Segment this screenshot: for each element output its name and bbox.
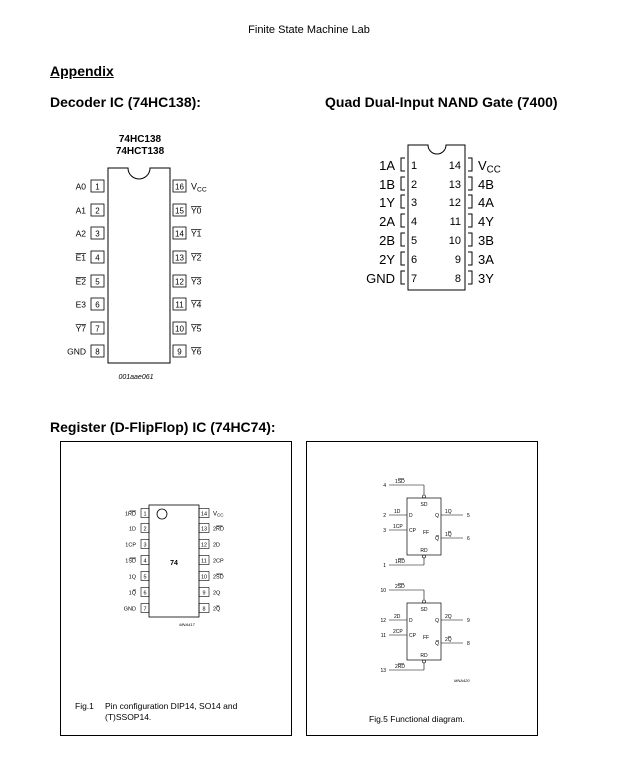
ff-pin-label: 2RD bbox=[213, 526, 225, 533]
rd-pin-number: 1 bbox=[383, 563, 386, 569]
nand-pin-lead bbox=[401, 252, 405, 265]
rd-bubble bbox=[423, 660, 426, 663]
decoder-pin-label: Y4 bbox=[191, 299, 202, 310]
q-label: 1Q bbox=[445, 509, 452, 515]
sd-pin-number: 10 bbox=[380, 588, 386, 594]
d-label: 2D bbox=[394, 614, 401, 620]
ff-pin-label: 2Q bbox=[213, 590, 221, 597]
fig1-caption-line1: Pin configuration DIP14, SO14 and bbox=[105, 701, 238, 711]
nand-pin-label: GND bbox=[366, 271, 395, 286]
ff-pin-number: 6 bbox=[143, 590, 147, 597]
decoder-pin-label: A2 bbox=[75, 228, 86, 239]
sd-pin-number: 4 bbox=[383, 483, 386, 489]
ff-pin-number: 7 bbox=[143, 606, 147, 613]
qn-label: 2Q bbox=[445, 637, 452, 643]
decoder-pin-label: Y7 bbox=[75, 323, 86, 334]
page-header: Finite State Machine Lab bbox=[248, 24, 370, 36]
nand-pin-number: 9 bbox=[454, 254, 461, 266]
nand-pin-lead bbox=[401, 195, 405, 208]
nand-pin-label: 1B bbox=[379, 177, 395, 192]
nand-pin-lead bbox=[401, 233, 405, 246]
nand-pin-number: 3 bbox=[411, 197, 418, 209]
nand-pin-lead bbox=[401, 214, 405, 227]
nand-pin-number: 1 bbox=[411, 160, 418, 172]
nand-pin-label: 2Y bbox=[379, 252, 395, 267]
ff-pinout-diagram bbox=[61, 442, 291, 735]
appendix-heading: Appendix bbox=[50, 63, 114, 79]
decoder-pin-number: 6 bbox=[95, 300, 100, 310]
ff-pin-number: 9 bbox=[202, 590, 206, 597]
decoder-pin-number: 1 bbox=[95, 182, 100, 192]
nand-pin-lead bbox=[468, 214, 472, 227]
decoder-pin-label: Y6 bbox=[191, 346, 202, 357]
nand-pin-number: 8 bbox=[454, 273, 461, 285]
decoder-pin-number: 10 bbox=[175, 324, 184, 334]
nand-pin-label: 4A bbox=[478, 195, 494, 210]
nand-pin-lead bbox=[468, 271, 472, 284]
ff-pin-label: 1Q bbox=[128, 574, 136, 581]
ff-pin-number: 5 bbox=[143, 574, 147, 581]
qn-pin-number: 6 bbox=[467, 536, 470, 542]
ff-pin-number: 14 bbox=[200, 511, 208, 518]
ff-cp-text: CP bbox=[409, 528, 416, 534]
nand-pin-label: 4Y bbox=[478, 214, 494, 229]
decoder-pin-number: 13 bbox=[175, 253, 184, 263]
qn-pin-number: 8 bbox=[467, 641, 470, 647]
nand-pin-number: 13 bbox=[448, 179, 461, 191]
ff-pin-number: 11 bbox=[201, 558, 207, 565]
ff-pin-label: 2CP bbox=[213, 558, 224, 565]
nand-pin-label: 2B bbox=[379, 233, 395, 248]
q-pin-number: 5 bbox=[467, 513, 470, 519]
nand-pin-number: 14 bbox=[448, 160, 461, 172]
rd-bubble bbox=[423, 555, 426, 558]
decoder-pin-number: 12 bbox=[175, 277, 184, 287]
nand-pin-lead bbox=[401, 271, 405, 284]
nand-pin-number: 4 bbox=[411, 216, 418, 228]
nand-pin-label: 4B bbox=[478, 177, 494, 192]
nand-pin-lead bbox=[468, 252, 472, 265]
decoder-pin-label: A1 bbox=[75, 205, 86, 216]
ff-pin-number: 1 bbox=[143, 511, 147, 518]
ff-text: FF bbox=[422, 530, 430, 536]
nand-pin-label: 1A bbox=[379, 158, 395, 173]
decoder-title-2: 74HCT138 bbox=[115, 146, 165, 157]
ff-cp-text: CP bbox=[409, 633, 416, 639]
decoder-pin-number: 8 bbox=[95, 347, 100, 357]
nand-pin-number: 5 bbox=[411, 235, 418, 247]
decoder-pin-number: 5 bbox=[95, 277, 100, 287]
nand-pin-lead bbox=[401, 158, 405, 171]
nand-pin-label: 3Y bbox=[478, 271, 494, 286]
decoder-pin-number: 2 bbox=[95, 206, 100, 216]
nand-pin-number: 2 bbox=[411, 179, 418, 191]
ff-pin-label: 1SD bbox=[125, 558, 136, 565]
rd-label: 2RD bbox=[395, 664, 406, 670]
decoder-heading: Decoder IC (74HC138): bbox=[50, 94, 201, 110]
ff-pin-number: 12 bbox=[200, 542, 208, 549]
nand-pin-lead bbox=[401, 177, 405, 190]
d-label: 1D bbox=[394, 509, 401, 515]
ff-pin-number: 4 bbox=[143, 558, 147, 565]
cp-pin-number: 11 bbox=[380, 633, 386, 639]
ff-sd-text: SD bbox=[420, 607, 428, 613]
ff-qn-text: Q bbox=[435, 641, 439, 647]
decoder-pin-label: Y1 bbox=[191, 228, 202, 239]
nand-pin-number: 11 bbox=[449, 216, 461, 228]
decoder-pin-label: $V_{CC}$ bbox=[191, 181, 207, 194]
nand-pin-label: 1Y bbox=[379, 195, 395, 210]
ff-functional-diagram bbox=[307, 442, 537, 735]
sd-bubble bbox=[423, 495, 426, 498]
cp-label: 2CP bbox=[393, 629, 403, 635]
decoder-pin-label: E2 bbox=[75, 276, 86, 287]
decoder-pin-label: GND bbox=[67, 346, 86, 357]
ff-functional-panel bbox=[306, 441, 538, 736]
d-pin-number: 12 bbox=[380, 618, 386, 624]
decoder-code: 001aae061 bbox=[118, 374, 154, 381]
ff-d-text: D bbox=[409, 513, 413, 519]
decoder-pin-label: Y2 bbox=[191, 252, 202, 263]
ff-pin-number: 8 bbox=[202, 606, 206, 613]
ff-q-text: Q bbox=[435, 513, 439, 519]
ff-pin-number: 10 bbox=[200, 574, 208, 581]
q-pin-number: 9 bbox=[467, 618, 470, 624]
ff-sd-text: SD bbox=[420, 502, 428, 508]
decoder-pin-label: Y0 bbox=[191, 205, 202, 216]
rd-pin-number: 13 bbox=[380, 668, 386, 674]
ff-pin-number: 2 bbox=[143, 526, 147, 533]
decoder-pin-number: 14 bbox=[175, 229, 184, 239]
ff-pin-number: 13 bbox=[200, 526, 208, 533]
sd-label: 1SD bbox=[395, 479, 405, 485]
ff-pin-label: 1D bbox=[128, 526, 136, 533]
ff-pin-label: 1RD bbox=[124, 511, 136, 518]
q-label: 2Q bbox=[445, 614, 452, 620]
decoder-pin-number: 7 bbox=[95, 324, 100, 334]
ff-text: FF bbox=[422, 635, 430, 641]
decoder-pin-label: A0 bbox=[75, 181, 86, 192]
ff-pinout-code: MNA417 bbox=[179, 622, 195, 627]
rd-label: 1RD bbox=[395, 559, 406, 565]
ff-q-text: Q bbox=[435, 618, 439, 624]
ff-chip-label: 74 bbox=[170, 560, 178, 567]
ff-pin-label: $V_{CC}$ bbox=[213, 511, 224, 518]
ff-pin-label: 1Q bbox=[128, 590, 136, 597]
ff-pin-label: 2Q bbox=[213, 606, 221, 613]
d-pin-number: 2 bbox=[383, 513, 386, 519]
decoder-title-1: 74HC138 bbox=[118, 134, 162, 145]
nand-pin-label: 3B bbox=[478, 233, 494, 248]
nand-pin-lead bbox=[468, 158, 472, 171]
ff-pin-label: 1CP bbox=[125, 542, 136, 549]
decoder-pin-label: E3 bbox=[75, 299, 86, 310]
ff-rd-text: RD bbox=[420, 548, 428, 554]
ff-qn-text: Q bbox=[435, 536, 439, 542]
nand-pinout-diagram bbox=[350, 140, 550, 300]
cp-label: 1CP bbox=[393, 524, 403, 530]
ff-d-text: D bbox=[409, 618, 413, 624]
ff-pin-label: GND bbox=[123, 606, 136, 613]
fig5-caption: Fig.5 Functional diagram. bbox=[369, 714, 465, 724]
nand-pin-number: 6 bbox=[411, 254, 418, 266]
sd-label: 2SD bbox=[395, 584, 405, 590]
nand-pin-lead bbox=[468, 177, 472, 190]
decoder-pin-number: 11 bbox=[175, 300, 184, 310]
ff-pinout-panel bbox=[60, 441, 292, 736]
decoder-pin-label: Y3 bbox=[191, 276, 202, 287]
nand-pin-number: 7 bbox=[411, 273, 418, 285]
decoder-chip-body bbox=[108, 168, 170, 363]
fig1-caption-line2: (T)SSOP14. bbox=[105, 712, 152, 722]
decoder-pin-label: E1 bbox=[75, 252, 86, 263]
nand-pin-number: 10 bbox=[448, 235, 461, 247]
ff-functional-code: MNA420 bbox=[454, 678, 470, 683]
nand-pin-number: 12 bbox=[448, 197, 461, 209]
decoder-pin-number: 9 bbox=[177, 347, 182, 357]
decoder-pin-number: 16 bbox=[175, 182, 184, 192]
decoder-pin-number: 15 bbox=[175, 206, 184, 216]
ff-pin-label: 2D bbox=[213, 542, 221, 549]
register-heading: Register (D-FlipFlop) IC (74HC74): bbox=[50, 419, 276, 435]
decoder-pinout-diagram bbox=[40, 128, 240, 388]
ff-pin-number: 3 bbox=[143, 542, 147, 549]
sd-bubble bbox=[423, 600, 426, 603]
ff-pin-label: 2SD bbox=[213, 574, 224, 581]
decoder-pin-label: Y5 bbox=[191, 323, 202, 334]
nand-pin-label: 3A bbox=[478, 252, 494, 267]
cp-pin-number: 3 bbox=[383, 528, 386, 534]
decoder-pin-number: 4 bbox=[95, 253, 100, 263]
ff-pin1-marker bbox=[157, 509, 167, 519]
nand-pin-lead bbox=[468, 233, 472, 246]
qn-label: 1Q bbox=[445, 532, 452, 538]
fig1-number: Fig.1 bbox=[75, 701, 94, 711]
decoder-pin-number: 3 bbox=[95, 229, 100, 239]
ff-rd-text: RD bbox=[420, 653, 428, 659]
nand-heading: Quad Dual-Input NAND Gate (7400) bbox=[325, 94, 558, 110]
nand-pin-lead bbox=[468, 195, 472, 208]
nand-pin-label: 2A bbox=[379, 214, 395, 229]
nand-pin-label: $V_{CC}$ bbox=[478, 158, 501, 176]
